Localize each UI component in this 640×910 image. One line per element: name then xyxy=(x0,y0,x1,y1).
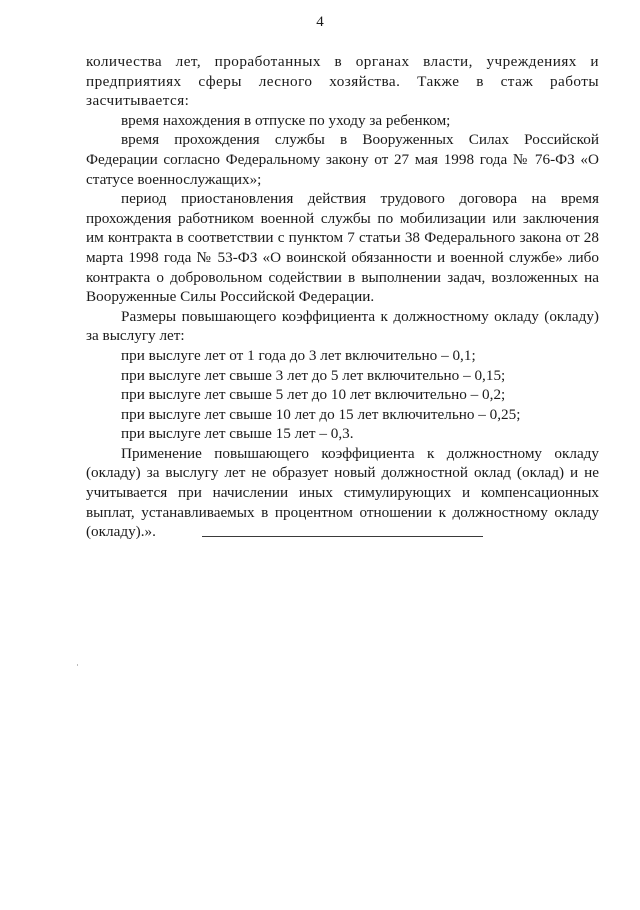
paragraph-mobilization-period: период приостановления действия трудового договора на время прохождения работником военной службы по мобилизации или заключения им контракта в соответствии с пунктом 7 статьи 38 Федерального закона от 28 марта 1998 года № 53-ФЗ «О воинской обязанности и военной службе» либо контракта о добровольном содействии в выполнении задач, возложенных на Вооруженные Силы Российской Федерации. xyxy=(86,190,599,306)
end-of-text-rule xyxy=(202,536,483,537)
scan-artifact xyxy=(77,664,78,666)
paragraph-coefficient-intro: Размеры повышающего коэффициента к должностному окладу (окладу) за выслугу лет: xyxy=(86,307,599,345)
document-body xyxy=(86,52,599,542)
paragraph-application-note: Применение повышающего коэффициента к должностному окладу (окладу) за выслугу лет не образует новый должностной оклад (оклад) и не учитывается при начислении иных стимулирующих и компенсационных выплат, устанавливаемых в процентном отношении к должностному окладу (окладу).». xyxy=(86,444,599,541)
coefficient-tier-3: при выслуге лет свыше 5 лет до 10 лет включительно – 0,2; xyxy=(121,386,506,404)
paragraph-parental-leave: время нахождения в отпуске по уходу за ребенком; xyxy=(121,111,451,129)
coefficient-tier-5: при выслуге лет свыше 15 лет – 0,3. xyxy=(121,425,354,443)
coefficient-tier-4: при выслуге лет свыше 10 лет до 15 лет включительно – 0,25; xyxy=(121,405,521,423)
coefficient-tier-2: при выслуге лет свыше 3 лет до 5 лет включительно – 0,15; xyxy=(121,366,506,384)
paragraph-armed-forces-service: время прохождения службы в Вооруженных Силах Российской Федерации согласно Федеральному закону от 27 мая 1998 года № 76-ФЗ «О статусе военнослужащих»; xyxy=(86,131,599,188)
paragraph-continuation: количества лет, проработанных в органах власти, учреждениях и предприятиях сферы лесного хозяйства. Также в стаж работы засчитывается: xyxy=(86,53,599,110)
page-number: 4 xyxy=(316,14,324,30)
coefficient-tier-1: при выслуге лет от 1 года до 3 лет включительно – 0,1; xyxy=(121,346,476,364)
